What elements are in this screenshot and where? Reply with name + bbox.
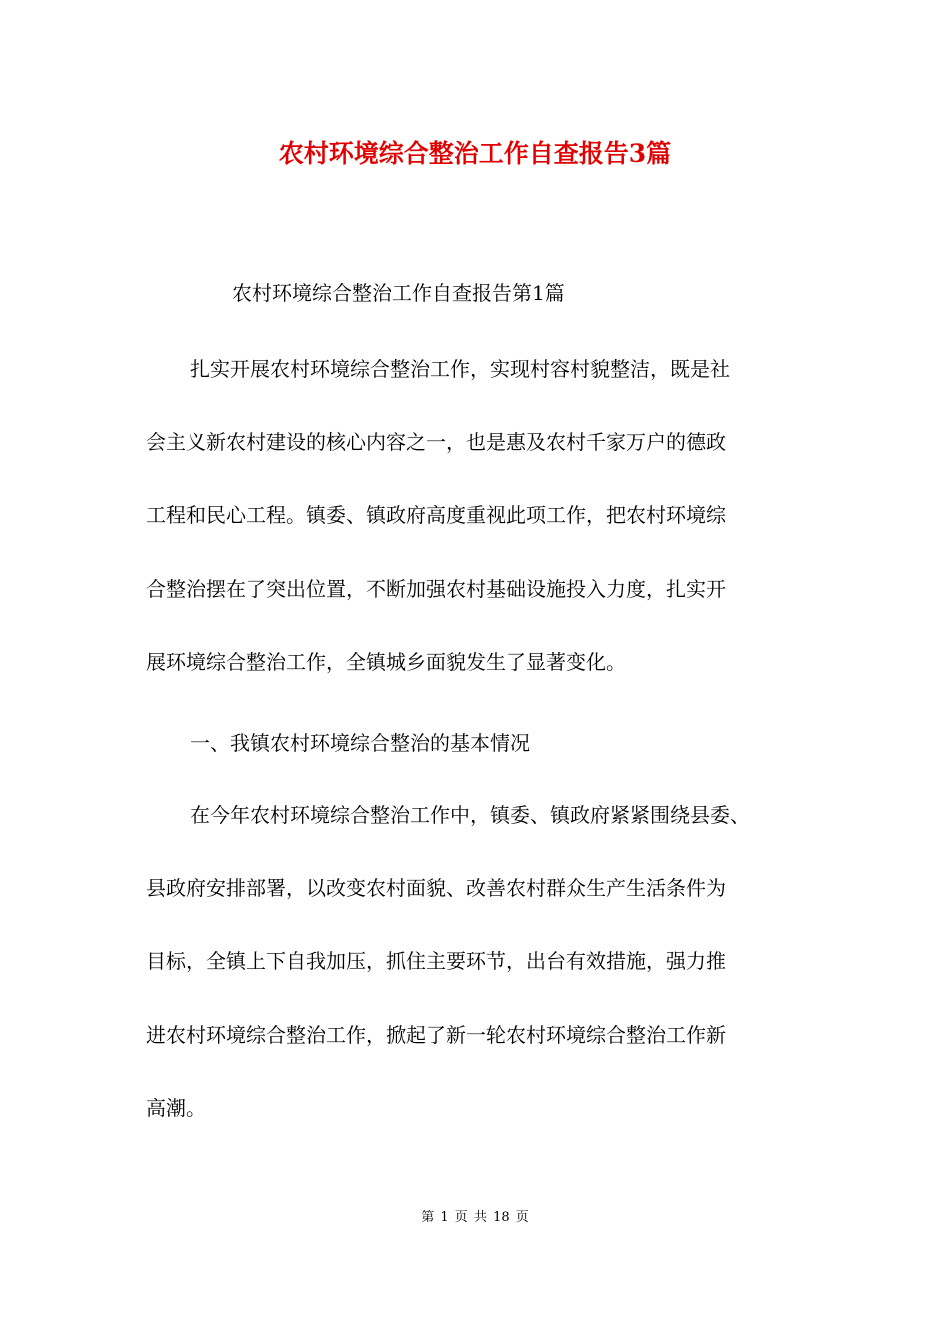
paragraph2-line-1: 在今年农村环境综合整治工作中，镇委、镇政府紧紧围绕县委、	[190, 803, 750, 827]
footer-prefix: 第	[421, 1210, 435, 1225]
paragraph2-line-5: 高潮。	[146, 1096, 206, 1120]
paragraph1-line-1: 扎实开展农村环境综合整治工作，实现村容村貌整洁，既是社	[190, 357, 730, 381]
paragraph2-line-4: 进农村环境综合整治工作，掀起了新一轮农村环境综合整治工作新	[146, 1023, 726, 1047]
paragraph2-line-3: 目标，全镇上下自我加压，抓住主要环节，出台有效措施，强力推	[146, 949, 726, 973]
report-subtitle: 农村环境综合整治工作自查报告第1篇	[232, 281, 565, 305]
footer-suffix: 页	[515, 1210, 529, 1225]
footer-total-pages: 18	[493, 1210, 510, 1225]
footer-total-label: 共	[473, 1210, 487, 1225]
paragraph1-line-5: 展环境综合整治工作，全镇城乡面貌发生了显著变化。	[146, 650, 626, 674]
page-footer	[0, 1208, 950, 1228]
section-heading: 一、我镇农村环境综合整治的基本情况	[190, 731, 530, 755]
document-title: 农村环境综合整治工作自查报告3篇	[278, 139, 672, 168]
paragraph1-line-3: 工程和民心工程。镇委、镇政府高度重视此项工作，把农村环境综	[146, 503, 726, 527]
paragraph1-line-2: 会主义新农村建设的核心内容之一，也是惠及农村千家万户的德政	[146, 430, 726, 454]
paragraph2-line-2: 县政府安排部署，以改变农村面貌、改善农村群众生产生活条件为	[146, 876, 726, 900]
paragraph1-line-4: 合整治摆在了突出位置，不断加强农村基础设施投入力度，扎实开	[146, 577, 726, 601]
footer-current-page: 1	[440, 1210, 449, 1225]
footer-page-label: 页	[454, 1210, 468, 1225]
